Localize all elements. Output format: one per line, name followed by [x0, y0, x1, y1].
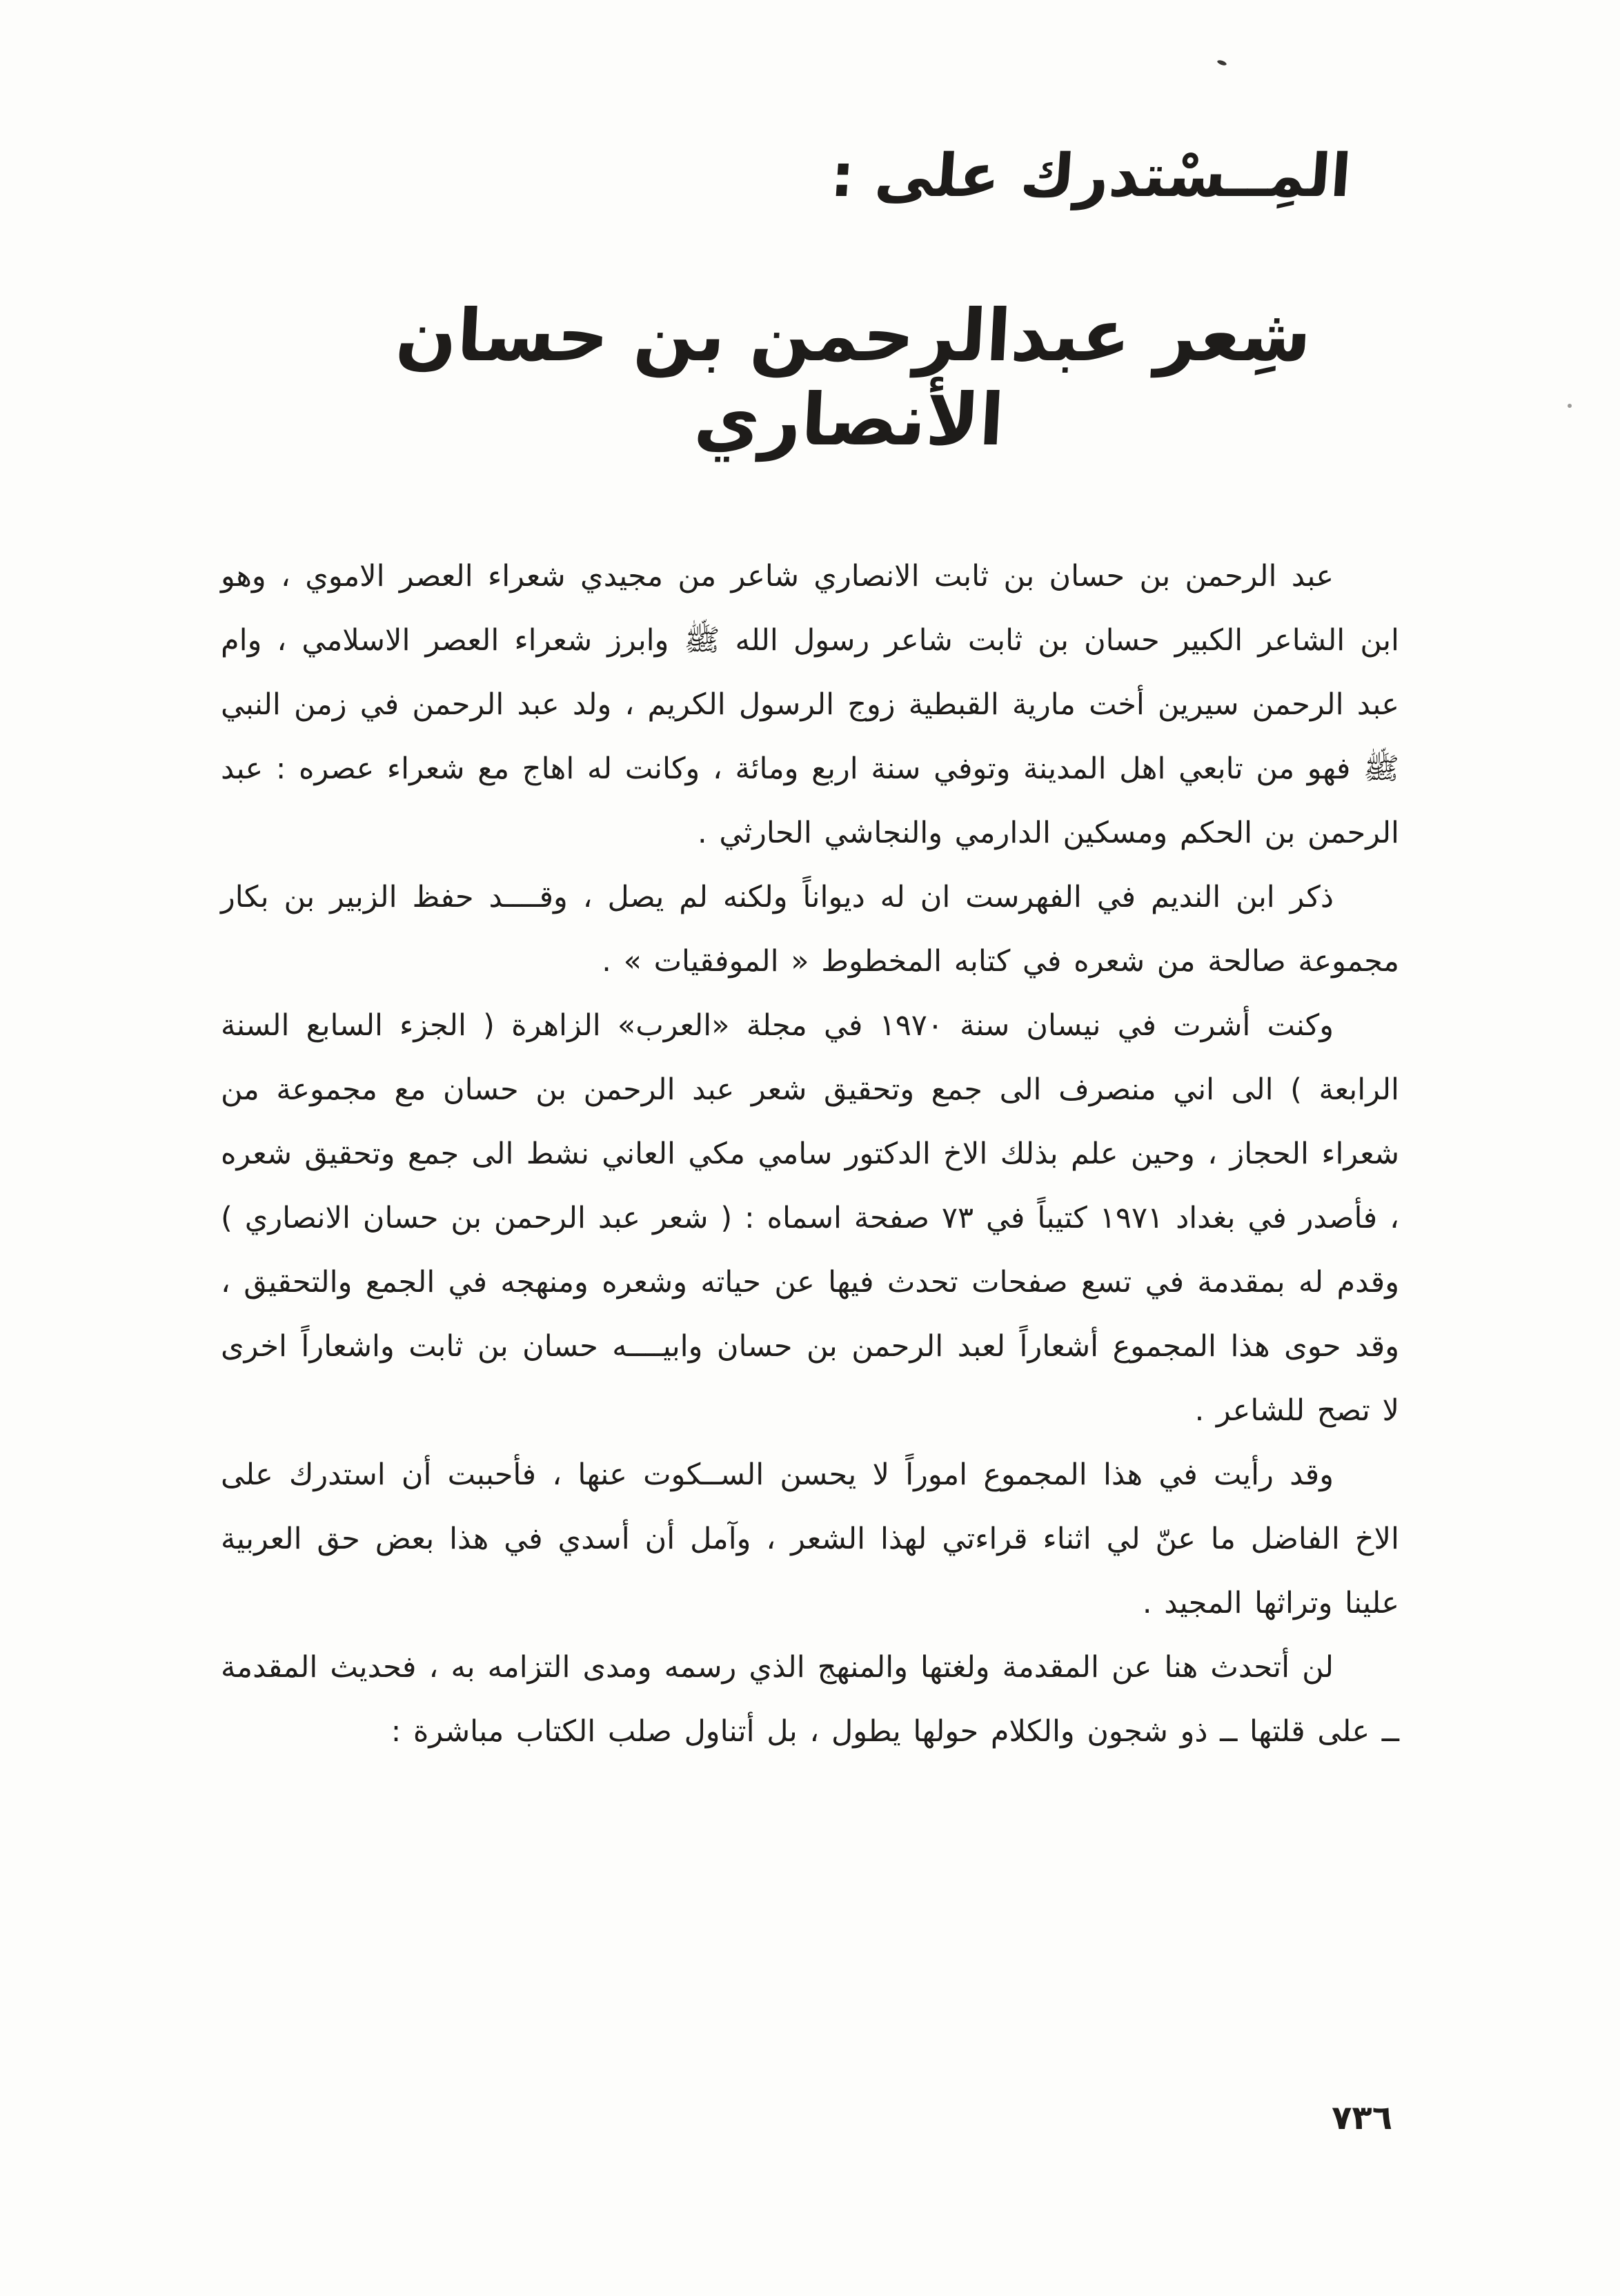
paragraph-2: ذكر ابن النديم في الفهرست ان له ديواناً ولكنه لم يصل ، وقــــد حفظ الزبير بن بكار مجموعة صالحة من شعره في كتابه المخطوط « الموفقيات » . [221, 880, 1399, 979]
paragraph-3: وكنت أشرت في نيسان سنة ١٩٧٠ في مجلة «العرب» الزاهرة ( الجزء السابع السنة الرابعة ) الى اني منصرف الى جمع وتحقيق شعر عبد الرحمن بن حسان مع مجموعة من شعراء الحجاز ، وحين علم بذلك الاخ الدكتور سامي مكي العاني نشط الى جمع وتحقيق شعره ، فأصدر في بغداد ١٩٧١ كتيباً في ٧٣ صفحة اسماه : ( شعر عبد الرحمن بن حسان الانصاري ) وقدم له بمقدمة في تسع صفحات تحدث فيها عن حياته وشعره ومنهجه في الجمع والتحقيق ، وقد حوى هذا المجموع أشعاراً لعبد الرحمن بن حسان وابيــــه حسان بن ثابت واشعاراً اخرى لا تصح للشاعر . [221, 1008, 1399, 1428]
page-title: شِعر عبدالرحمن بن حسان الأنصاري [393, 293, 1314, 462]
page-text-block [221, 0, 1399, 1764]
paragraph-5: لن أتحدث هنا عن المقدمة ولغتها والمنهج الذي رسمه ومدى التزامه به ، فحديث المقدمة ــ على قلتها ــ ذو شجون والكلام حولها يطول ، بل أتناول صلب الكتاب مباشرة : [221, 1650, 1399, 1749]
paragraph-4: وقد رأيت في هذا المجموع اموراً لا يحسن الســكوت عنها ، فأحببت أن استدرك على الاخ الفاضل ما عنّ لي اثناء قراءتي لهذا الشعر ، وآمل أن أسدي في هذا بعض حق العربية علينا وتراثها المجيد . [221, 1458, 1399, 1620]
article-body [221, 544, 1399, 1764]
kicker-heading-container [221, 141, 1399, 210]
scan-artifact-speck [1568, 404, 1572, 408]
kicker-heading: المِــسْتدرك على : [828, 141, 1354, 210]
paragraph-1: عبد الرحمن بن حسان بن ثابت الانصاري شاعر من مجيدي شعراء العصر الاموي ، وهو ابن الشاعر الكبير حسان بن ثابت شاعر رسول الله ﷺ وابرز شعراء العصر الاسلامي ، وام عبد الرحمن سيرين أخت مارية القبطية زوج الرسول الكريم ، ولد عبد الرحمن في زمن النبي ﷺ فهو من تابعي اهل المدينة وتوفي سنة اربع ومائة ، وكانت له اهاج مع شعراء عصره : عبد الرحمن بن الحكم ومسكين الدارمي والنجاشي الحارثي . [221, 559, 1399, 850]
page-number: ٧٣٦ [1332, 2099, 1392, 2137]
main-title-container [221, 293, 1399, 462]
